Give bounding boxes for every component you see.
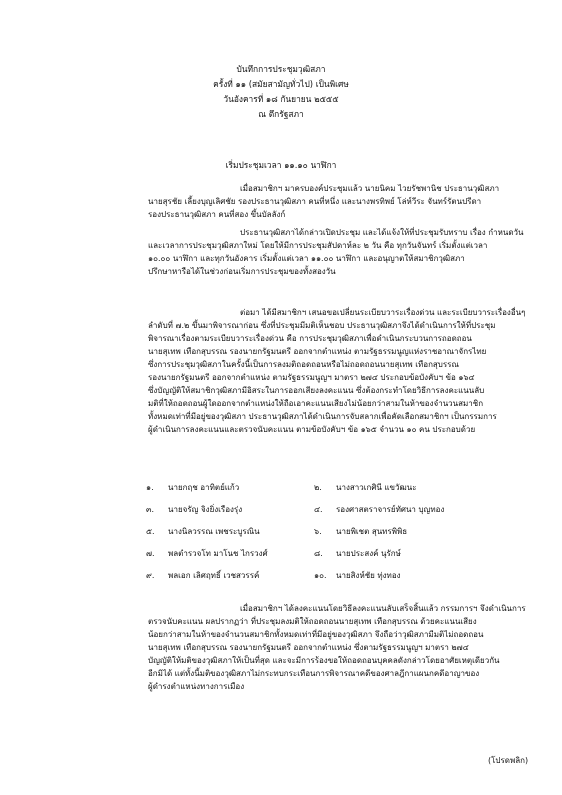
paragraph-line: อีกมิได้ แต่ทั้งนี้มติของวุฒิสภาไม่กระทบกระเทือนการพิจารณาคดีของศาลฎีกาแผนกคดีอาญาของ (148, 669, 480, 678)
member-name: นายสิงห์ชัย ทุ่งทอง (336, 571, 401, 580)
paragraph-line: รองประธานวุฒิสภา คนที่สอง ขึ้นบัลลังก์ (148, 210, 286, 219)
session-line: ครั้งที่ ๑๑ (สมัยสามัญทั่วไป) เป็นพิเศษ (213, 79, 349, 89)
committee-member-list (0, 482, 562, 580)
paragraph-line: นายสุรชัย เลี้ยงบุญเลิศชัย รองประธานวุฒิสภา คนที่หนึ่ง และนางพรทิพย์ โล่ห์วีระ จันทร์รัตนปรีดา (148, 197, 482, 206)
member-number: ๓. (146, 505, 155, 514)
paragraph-line: รองนายกรัฐมนตรี ออกจากตำแหน่ง ตามรัฐธรรมนูญฯ มาตรา ๒๗๔ ประกอบข้อบังคับฯ ข้อ ๑๖๔ (148, 373, 475, 382)
member-name: นายจรัญ จิงยิ่งเรืองรุ่ง (168, 505, 243, 514)
member-number: ๖. (314, 527, 322, 536)
paragraph-line: ต่อมา ได้มีสมาชิกฯ เสนอขอเปลี่ยนระเบียบวาระเรื่องด่วน และระเบียบวาระเรื่องอื่นๆ (240, 308, 526, 317)
paragraph-line: นายสุเทพ เทือกสุบรรณ รองนายกรัฐมนตรี ออกจากตำแหน่ง ซึ่งตามรัฐธรรมนูญฯ มาตรา ๒๗๔ (148, 643, 469, 652)
member-item (146, 482, 239, 494)
member-name: นางนิลวรรณ เพชระบูรณิน (168, 527, 260, 536)
paragraph-line: ประธานวุฒิสภาได้กล่าวเปิดประชุม และได้แจ้งให้ที่ประชุมรับทราบ เรื่อง กำหนดวัน (240, 228, 524, 237)
paragraph-line: เมื่อสมาชิกฯ มาครบองค์ประชุมแล้ว นายนิคม ไวยรัชพานิช ประธานวุฒิสภา (240, 184, 500, 193)
member-item (314, 482, 417, 494)
member-name: นายประสงค์ นุรักษ์ (336, 549, 401, 558)
member-item (146, 504, 242, 516)
member-name: นายพิเชต สุนทรพิพิธ (336, 527, 408, 536)
paragraph-vote-result (56, 602, 526, 693)
please-turn-over-note: (โปรดพลิก) (488, 756, 529, 765)
member-item (146, 570, 259, 582)
member-item (314, 504, 444, 516)
paragraph-line: ปรึกษาหารือได้ในช่วงก่อนเริ่มการประชุมของทั้งสองวัน (148, 267, 336, 276)
member-item (146, 526, 260, 538)
member-number: ๒. (314, 483, 322, 492)
paragraph-line: ทั้งหมดเท่าที่มีอยู่ของวุฒิสภา ประธานวุฒิสภาได้ดำเนินการจับสลากเพื่อคัดเลือกสมาชิกฯ เป็นกรรมการ (148, 412, 497, 421)
paragraph-line: ซึ่งบัญญัติให้สมาชิกวุฒิสภามีอิสระในการออกเสียงลงคะแนน ซึ่งต้องกระทำโดยวิธีการลงคะแนนลับ (148, 386, 485, 395)
paragraph-line: นายสุเทพ เทือกสุบรรณ รองนายกรัฐมนตรี ออกจากตำแหน่ง ตามรัฐธรรมนูญแห่งราชอาณาจักรไทย (148, 347, 487, 356)
member-number: ๙. (146, 571, 155, 580)
member-number: ๗. (146, 549, 155, 558)
paragraph-line: ตรวจนับคะแนน ผลปรากฏว่า ที่ประชุมลงมติให้ถอดถอนนายสุเทพ เทือกสุบรรณ ด้วยคะแนนเสียง (148, 617, 477, 626)
paragraph-opening (56, 182, 526, 221)
place-line: ณ ตึกรัฐสภา (258, 109, 304, 119)
paragraph-line: ผู้ดำรงตำแหน่งทางการเมือง (148, 682, 245, 691)
member-item (314, 548, 401, 560)
member-item (146, 548, 268, 560)
member-number: ๔. (314, 505, 323, 514)
paragraph-line: ผู้ดำเนินการลงคะแนนและตรวจนับคะแนน ตามข้อบังคับฯ ข้อ ๑๖๕ จำนวน ๑๐ คน ประกอบด้วย (148, 425, 476, 434)
member-number: ๘. (314, 549, 323, 558)
paragraph-line: เมื่อสมาชิกฯ ได้ลงคะแนนโดยวิธีลงคะแนนลับเสร็จสิ้นแล้ว กรรมการฯ จึงดำเนินการ (240, 604, 526, 613)
paragraph-line: และเวลาการประชุมวุฒิสภาใหม่ โดยให้มีการประชุมสัปดาห์ละ ๒ วัน คือ ทุกวันจันทร์ เริ่มตั้งแต่เวลา (148, 241, 488, 250)
paragraph-line: พิจารณาเรื่องตามระเบียบวาระเรื่องด่วน คือ การประชุมวุฒิสภาเพื่อดำเนินกระบวนการถอดถอน (148, 334, 472, 343)
paragraph-announcement (56, 226, 526, 278)
member-name: พลตำรวจโท มาโนช ไกรวงศ์ (168, 549, 268, 558)
member-number: ๑๐. (314, 571, 327, 580)
member-number: ๑. (146, 483, 154, 492)
member-name: พลเอก เลิศฤทธิ์ เวชสวรรค์ (168, 571, 260, 580)
member-item (314, 526, 407, 538)
document-title: บันทึกการประชุมวุฒิสภา (236, 64, 326, 74)
date-line: วันอังคารที่ ๑๘ กันยายน ๒๕๕๕ (223, 94, 339, 104)
paragraph-line: น้อยกว่าสามในห้าของจำนวนสมาชิกทั้งหมดเท่าที่มีอยู่ของวุฒิสภา จึงถือว่าวุฒิสภามีมติไม่ถอดถอน (148, 630, 484, 639)
paragraph-line: บัญญัติให้มติของวุฒิสภาให้เป็นที่สุด และจะมีการร้องขอให้ถอดถอนบุคคลดังกล่าวโดยอาศัยเหตุเดียวกัน (148, 656, 500, 665)
member-name: นายกฤช อาทิตย์แก้ว (168, 483, 240, 492)
paragraph-line: ซึ่งการประชุมวุฒิสภาในครั้งนี้เป็นการลงมติถอดถอนหรือไม่ถอดถอนนายสุเทพ เทือกสุบรรณ (148, 360, 459, 369)
paragraph-line: มติที่ให้ถอดถอนผู้ใดออกจากตำแหน่งให้ถือเอาคะแนนเสียงไม่น้อยกว่าสามในห้าของจำนวนสมาชิก (148, 399, 484, 408)
member-item (314, 570, 401, 582)
paragraph-agenda (56, 306, 526, 436)
member-name: นางสาวเกศินี แขวัฒนะ (336, 483, 417, 492)
paragraph-line: ๑๐.๐๐ นาฬิกา และทุกวันอังคาร เริ่มตั้งแต่เวลา ๑๑.๐๐ นาฬิกา และอนุญาตให้สมาชิกวุฒิสภา (148, 254, 465, 263)
paragraph-line: ลำดับที่ ๗.๒ ขึ้นมาพิจารณาก่อน ซึ่งที่ประชุมมีมติเห็นชอบ ประธานวุฒิสภาจึงได้ดำเนินการให้ที่ประชุม (148, 321, 496, 330)
member-name: รองศาสตราจารย์ทัศนา บุญทอง (336, 505, 445, 514)
member-number: ๕. (146, 527, 155, 536)
start-time: เริ่มประชุมเวลา ๑๑.๑๐ นาฬิกา (225, 160, 337, 170)
